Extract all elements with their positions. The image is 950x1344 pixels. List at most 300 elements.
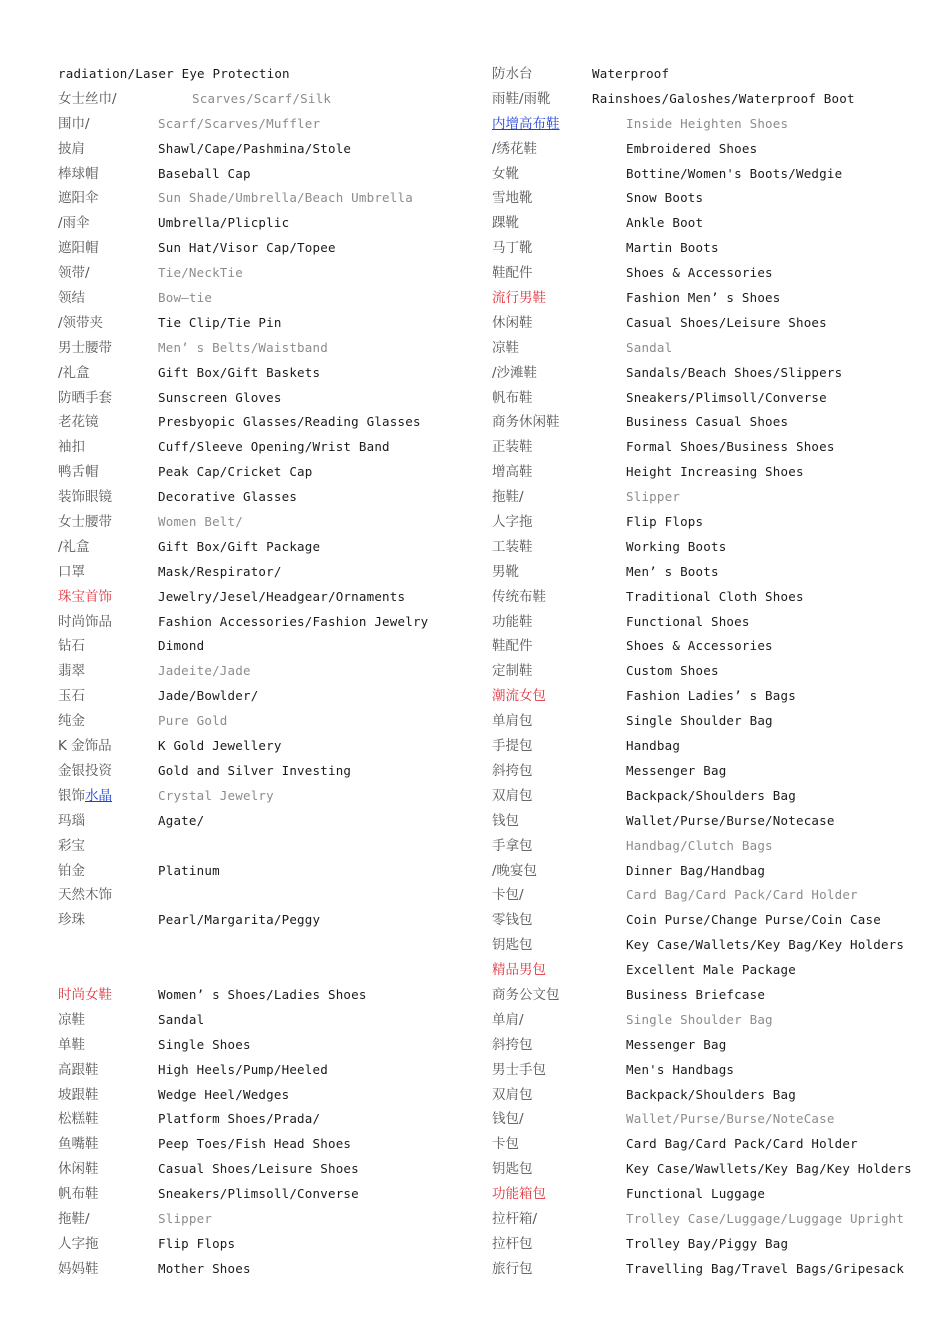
term-chinese-text: /雨伞	[58, 215, 90, 232]
term-english: Sun Hat/Visor Cap/Topee	[158, 240, 336, 256]
term-chinese-text: /晚宴包	[492, 862, 538, 879]
term-chinese-text: 玉石	[58, 688, 85, 705]
term-english: Snow Boots	[626, 190, 704, 206]
term-chinese	[58, 1182, 99, 1207]
term-row	[492, 286, 932, 311]
term-chinese	[58, 859, 85, 884]
term-row	[58, 933, 478, 958]
term-chinese-text: 增高鞋	[492, 464, 533, 481]
term-chinese	[58, 261, 90, 286]
term-chinese	[492, 859, 537, 884]
term-english: Single Shoulder Bag	[626, 713, 773, 729]
term-chinese	[58, 87, 117, 112]
term-chinese-text: 装饰眼镜	[58, 489, 112, 506]
term-row	[492, 1207, 932, 1232]
term-english: Bow—tie	[158, 290, 213, 306]
term-row	[492, 311, 932, 336]
term-chinese	[492, 137, 537, 162]
term-chinese-text: 钱包/	[492, 1111, 524, 1128]
term-english: Height Increasing Shoes	[626, 464, 804, 480]
term-chinese-text: 鞋配件	[492, 265, 533, 282]
term-row	[58, 311, 478, 336]
term-chinese-text: 袖扣	[58, 439, 85, 456]
term-row	[492, 112, 932, 137]
term-english: Wedge Heel/Wedges	[158, 1086, 290, 1102]
term-row	[58, 834, 478, 859]
term-english: Bottine/Women's Boots/Wedgie	[626, 165, 843, 181]
term-row	[492, 1107, 932, 1132]
term-chinese	[58, 361, 90, 386]
term-chinese-text: 定制鞋	[492, 663, 533, 680]
term-chinese	[492, 535, 533, 560]
term-row	[492, 211, 932, 236]
term-english: Dimond	[158, 638, 205, 654]
term-chinese-text: 男靴	[492, 563, 519, 580]
term-row	[492, 261, 932, 286]
term-chinese-text: 休闲鞋	[58, 1161, 99, 1178]
term-row	[58, 1157, 478, 1182]
term-chinese	[58, 510, 112, 535]
term-row	[58, 87, 478, 112]
term-chinese	[492, 759, 533, 784]
term-english: Fashion Ladies’ s Bags	[626, 688, 796, 704]
term-english: Slipper	[626, 489, 681, 505]
term-english: Backpack/Shoulders Bag	[626, 787, 796, 803]
term-english: Tie Clip/Tie Pin	[158, 314, 282, 330]
term-row	[492, 983, 932, 1008]
term-english: radiation/Laser Eye Protection	[58, 66, 290, 81]
term-english: Waterproof	[592, 66, 670, 81]
term-english: Wallet/Purse/Burse/Notecase	[626, 812, 835, 828]
term-chinese-text: 领结	[58, 290, 85, 307]
term-chinese	[58, 1232, 99, 1257]
term-english: Card Bag/Card Pack/Card Holder	[626, 887, 858, 903]
term-row	[58, 734, 478, 759]
term-chinese	[58, 435, 85, 460]
term-row	[492, 634, 932, 659]
term-english: Umbrella/Plicplic	[158, 215, 290, 231]
term-chinese-text: 女士丝巾/	[58, 90, 117, 107]
term-row	[492, 1008, 932, 1033]
term-english: Crystal Jewelry	[158, 787, 274, 803]
term-chinese-text: 翡翠	[58, 663, 85, 680]
term-chinese-text: 功能鞋	[492, 613, 533, 630]
term-chinese-text: 手提包	[492, 738, 533, 755]
term-row	[58, 883, 478, 908]
term-chinese-text: 功能箱包	[492, 1186, 546, 1203]
term-chinese	[58, 1257, 99, 1282]
term-chinese-text: 商务休闲鞋	[492, 414, 560, 431]
term-english: Messenger Bag	[626, 1036, 727, 1052]
term-english: Embroidered Shoes	[626, 140, 758, 156]
term-chinese	[58, 1008, 85, 1033]
term-chinese-text: 单鞋	[58, 1036, 85, 1053]
term-english: Business Briefcase	[626, 986, 766, 1002]
term-chinese	[492, 585, 546, 610]
term-chinese	[58, 883, 112, 908]
term-english: Traditional Cloth Shoes	[626, 588, 804, 604]
term-row	[58, 908, 478, 933]
term-row	[58, 286, 478, 311]
term-chinese-text: 雪地靴	[492, 190, 533, 207]
term-english: Key Case/Wallets/Key Bag/Key Holders	[626, 937, 905, 953]
term-row	[58, 1232, 478, 1257]
term-row	[58, 1182, 478, 1207]
term-row	[492, 933, 932, 958]
term-chinese-text: 纯金	[58, 713, 85, 730]
term-row	[58, 410, 478, 435]
term-row	[492, 1157, 932, 1182]
term-chinese-text: 女靴	[492, 165, 519, 182]
term-english: Excellent Male Package	[626, 962, 796, 978]
term-english: Sneakers/Plimsoll/Converse	[626, 389, 827, 405]
term-chinese-text: 天然木饰	[58, 887, 112, 904]
term-chinese-text: 披肩	[58, 140, 85, 157]
term-chinese-link[interactable]: 水晶	[85, 787, 112, 804]
term-chinese	[58, 610, 112, 635]
term-english: Men’ s Boots	[626, 563, 719, 579]
term-english: Backpack/Shoulders Bag	[626, 1086, 796, 1102]
term-row	[58, 1257, 478, 1282]
term-chinese	[492, 1157, 533, 1182]
term-chinese	[492, 336, 519, 361]
term-english: Casual Shoes/Leisure Shoes	[626, 314, 827, 330]
term-row	[492, 560, 932, 585]
term-chinese-text: 钱包	[492, 812, 519, 829]
term-chinese-text: 男士手包	[492, 1061, 546, 1078]
term-english: Mask/Respirator/	[158, 563, 282, 579]
term-chinese	[58, 1058, 99, 1083]
term-chinese	[58, 659, 85, 684]
term-chinese	[492, 958, 546, 983]
term-chinese-text: /绣花鞋	[492, 140, 538, 157]
term-english: Baseball Cap	[158, 165, 251, 181]
term-chinese-link[interactable]	[492, 112, 560, 137]
term-row	[492, 1232, 932, 1257]
term-english: High Heels/Pump/Heeled	[158, 1061, 328, 1077]
term-chinese-text: 时尚女鞋	[58, 986, 112, 1003]
term-english: Peep Toes/Fish Head Shoes	[158, 1136, 352, 1152]
term-row	[58, 1132, 478, 1157]
term-english: Custom Shoes	[626, 663, 719, 679]
term-chinese	[492, 734, 533, 759]
term-row	[492, 162, 932, 187]
term-row	[58, 112, 478, 137]
term-row	[492, 784, 932, 809]
term-chinese-text: /礼盒	[58, 364, 90, 381]
term-chinese	[58, 1132, 99, 1157]
term-row	[58, 634, 478, 659]
term-english: Handbag	[626, 738, 681, 754]
term-english: Sandal	[158, 1011, 205, 1027]
term-row	[58, 1083, 478, 1108]
term-chinese-text: 工装鞋	[492, 538, 533, 555]
term-chinese	[58, 1083, 99, 1108]
term-english: Sun Shade/Umbrella/Beach Umbrella	[158, 190, 413, 206]
term-english: Functional Shoes	[626, 613, 750, 629]
term-english: Gold and Silver Investing	[158, 762, 352, 778]
term-chinese-text: /领带夹	[58, 314, 104, 331]
term-english: Pearl/Margarita/Peggy	[158, 912, 321, 928]
term-chinese-text: 男士腰带	[58, 339, 112, 356]
term-english: Women Belt/	[158, 514, 243, 530]
term-chinese	[58, 336, 112, 361]
term-row	[58, 361, 478, 386]
term-row	[58, 162, 478, 187]
term-chinese	[58, 1157, 99, 1182]
term-english: Shawl/Cape/Pashmina/Stole	[158, 140, 352, 156]
term-chinese-text: 人字拖	[492, 514, 533, 531]
term-chinese	[58, 112, 90, 137]
term-chinese	[492, 809, 519, 834]
term-chinese-text: 内增高布鞋	[492, 115, 560, 132]
term-row	[492, 834, 932, 859]
term-row	[58, 435, 478, 460]
term-english: Martin Boots	[626, 240, 719, 256]
term-english: Jade/Bowlder/	[158, 688, 259, 704]
term-chinese	[58, 1033, 85, 1058]
term-chinese	[492, 784, 533, 809]
term-chinese-text: 棒球帽	[58, 165, 99, 182]
term-chinese	[492, 610, 533, 635]
term-row	[58, 236, 478, 261]
term-chinese-text: 老花镜	[58, 414, 99, 431]
term-english: Messenger Bag	[626, 762, 727, 778]
term-english: Sandals/Beach Shoes/Slippers	[626, 364, 843, 380]
term-row	[58, 759, 478, 784]
term-chinese-text: 女士腰带	[58, 514, 112, 531]
term-chinese-text: 钥匙包	[492, 937, 533, 954]
term-row	[492, 410, 932, 435]
term-chinese-text: 拉杆箱/	[492, 1210, 538, 1227]
term-row	[58, 211, 478, 236]
term-row	[492, 1033, 932, 1058]
term-chinese-text: 遮阳伞	[58, 190, 99, 207]
term-chinese	[58, 585, 112, 610]
term-chinese-text: 零钱包	[492, 912, 533, 929]
term-english: Flip Flops	[158, 1235, 236, 1251]
term-row	[58, 386, 478, 411]
term-row	[58, 460, 478, 485]
term-english: Casual Shoes/Leisure Shoes	[158, 1161, 359, 1177]
term-chinese	[492, 361, 537, 386]
term-chinese-text: 口罩	[58, 563, 85, 580]
term-chinese	[492, 1232, 533, 1257]
term-row	[58, 1107, 478, 1132]
term-chinese	[58, 286, 85, 311]
term-row	[492, 684, 932, 709]
term-chinese	[492, 1207, 537, 1232]
term-row	[58, 510, 478, 535]
term-english: Fashion Men’ s Shoes	[626, 290, 781, 306]
term-chinese	[492, 460, 533, 485]
term-chinese-text: 珠宝首饰	[58, 588, 112, 605]
term-row	[492, 659, 932, 684]
term-row	[58, 659, 478, 684]
term-english: Jewelry/Jesel/Headgear/Ornaments	[158, 588, 406, 604]
term-english: Working Boots	[626, 538, 727, 554]
term-chinese	[58, 908, 85, 933]
term-chinese-text: 休闲鞋	[492, 314, 533, 331]
term-row	[58, 186, 478, 211]
term-chinese	[492, 1107, 524, 1132]
term-chinese	[58, 684, 85, 709]
term-chinese	[492, 684, 546, 709]
term-chinese-text: 斜挎包	[492, 1036, 533, 1053]
term-row	[492, 908, 932, 933]
term-chinese-text: 手拿包	[492, 837, 533, 854]
term-english: Wallet/Purse/Burse/NoteCase	[626, 1111, 835, 1127]
term-row	[58, 709, 478, 734]
term-english: Sunscreen Gloves	[158, 389, 282, 405]
term-chinese	[58, 211, 90, 236]
term-row	[492, 236, 932, 261]
term-chinese-text: 拉杆包	[492, 1235, 533, 1252]
term-row	[58, 261, 478, 286]
term-chinese-text: 铂金	[58, 862, 85, 879]
term-chinese	[58, 784, 112, 809]
term-chinese	[492, 510, 533, 535]
term-english: Card Bag/Card Pack/Card Holder	[626, 1136, 858, 1152]
term-chinese-text: 防晒手套	[58, 389, 112, 406]
term-chinese	[492, 286, 546, 311]
term-chinese	[492, 162, 519, 187]
term-row	[492, 958, 932, 983]
term-chinese	[492, 1182, 546, 1207]
term-chinese-text: 正装鞋	[492, 439, 533, 456]
term-chinese	[58, 485, 112, 510]
term-row	[492, 1132, 932, 1157]
term-chinese	[58, 634, 85, 659]
term-row	[492, 510, 932, 535]
term-chinese-text: 帆布鞋	[492, 389, 533, 406]
term-english: Single Shoes	[158, 1036, 251, 1052]
term-chinese	[492, 410, 560, 435]
term-chinese	[492, 834, 533, 859]
term-chinese	[58, 535, 90, 560]
term-chinese-text: 斜挎包	[492, 762, 533, 779]
term-english: Single Shoulder Bag	[626, 1011, 773, 1027]
term-row	[492, 435, 932, 460]
term-chinese-text: 钻石	[58, 638, 85, 655]
term-row	[492, 386, 932, 411]
term-english: Gift Box/Gift Baskets	[158, 364, 321, 380]
term-row	[492, 62, 932, 87]
term-chinese-text: 领带/	[58, 265, 90, 282]
term-chinese	[58, 834, 85, 859]
term-english: Dinner Bag/Handbag	[626, 862, 766, 878]
term-chinese-text: 鱼嘴鞋	[58, 1136, 99, 1153]
term-chinese-text: 人字拖	[58, 1235, 99, 1252]
term-row	[58, 1033, 478, 1058]
term-row	[492, 859, 932, 884]
term-row	[58, 809, 478, 834]
term-chinese-text: 拖鞋/	[492, 489, 524, 506]
term-chinese	[58, 386, 112, 411]
term-row	[58, 560, 478, 585]
term-chinese	[492, 933, 533, 958]
term-chinese-text: 高跟鞋	[58, 1061, 99, 1078]
term-english: Peak Cap/Cricket Cap	[158, 464, 313, 480]
term-chinese-text: 商务公文包	[492, 986, 560, 1003]
term-row	[492, 709, 932, 734]
term-row	[492, 485, 932, 510]
term-chinese-text: 彩宝	[58, 837, 85, 854]
term-chinese	[492, 485, 524, 510]
term-chinese-text: /礼盒	[58, 538, 90, 555]
term-row	[58, 535, 478, 560]
term-chinese	[492, 211, 519, 236]
term-chinese-text: 马丁靴	[492, 240, 533, 257]
term-chinese-text: 单肩/	[492, 1011, 524, 1028]
term-row	[492, 759, 932, 784]
term-chinese-text: 玛瑙	[58, 812, 85, 829]
term-english: Trolley Bay/Piggy Bag	[626, 1235, 789, 1251]
term-chinese	[492, 1083, 533, 1108]
term-english: Slipper	[158, 1210, 213, 1226]
term-english: Sandal	[626, 339, 673, 355]
term-row	[492, 1182, 932, 1207]
term-chinese	[58, 1107, 99, 1132]
term-english: Formal Shoes/Business Shoes	[626, 439, 835, 455]
term-chinese-text: 遮阳帽	[58, 240, 99, 257]
term-chinese	[58, 162, 99, 187]
term-row	[58, 610, 478, 635]
term-chinese-text: 单肩包	[492, 713, 533, 730]
term-english: Fashion Accessories/Fashion Jewelry	[158, 613, 429, 629]
term-row	[492, 585, 932, 610]
term-row	[492, 809, 932, 834]
term-english: Platform Shoes/Prada/	[158, 1111, 321, 1127]
term-chinese	[58, 186, 99, 211]
term-english: Shoes & Accessories	[626, 638, 773, 654]
term-chinese-text: /沙滩鞋	[492, 364, 538, 381]
term-row	[58, 1207, 478, 1232]
term-chinese	[58, 460, 99, 485]
right-column	[492, 62, 932, 1282]
term-row	[58, 137, 478, 162]
term-english: Shoes & Accessories	[626, 265, 773, 281]
term-chinese-text: 围巾/	[58, 115, 90, 132]
term-chinese-text: 防水台	[492, 66, 533, 82]
term-row	[58, 784, 478, 809]
term-english: Trolley Case/Luggage/Luggage Upright	[626, 1210, 905, 1226]
term-english: Men’ s Belts/Waistband	[158, 339, 328, 355]
term-chinese-text: 卡包/	[492, 887, 524, 904]
term-row	[58, 585, 478, 610]
term-chinese-text: 传统布鞋	[492, 588, 546, 605]
term-chinese	[492, 1058, 546, 1083]
term-row	[492, 186, 932, 211]
term-english: Pure Gold	[158, 713, 228, 729]
term-chinese	[58, 410, 99, 435]
term-english: Decorative Glasses	[158, 489, 298, 505]
term-chinese	[492, 1008, 524, 1033]
term-english: Business Casual Shoes	[626, 414, 789, 430]
term-row	[58, 684, 478, 709]
term-chinese-text: 踝靴	[492, 215, 519, 232]
term-chinese	[492, 386, 533, 411]
term-chinese-text: 凉鞋	[492, 339, 519, 356]
term-english: Ankle Boot	[626, 215, 704, 231]
term-english: K Gold Jewellery	[158, 738, 282, 754]
term-chinese	[492, 186, 533, 211]
left-column	[58, 62, 478, 1282]
term-chinese-text: 双肩包	[492, 787, 533, 804]
term-english: Coin Purse/Change Purse/Coin Case	[626, 912, 881, 928]
term-english: Gift Box/Gift Package	[158, 538, 321, 554]
term-english: Functional Luggage	[626, 1186, 766, 1202]
